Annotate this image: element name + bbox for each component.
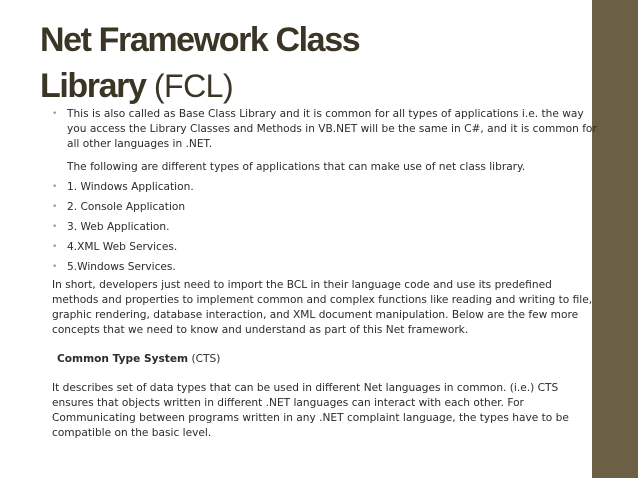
- title-line-1: [40, 20, 580, 66]
- bullet-icon: •: [52, 182, 58, 192]
- decorative-side-bar: [592, 0, 638, 478]
- title-line-2-bold: Library: [40, 67, 146, 105]
- slide-title: [40, 20, 580, 112]
- list-item-application-5: [52, 260, 597, 275]
- list-item-label: 4.XML Web Services.: [67, 241, 178, 253]
- cts-heading-bold: Common Type System: [57, 353, 189, 365]
- intro-following: The following are different types of applications that can make use of net class library.: [67, 161, 526, 173]
- list-item-application-4: [52, 240, 597, 255]
- title-line-1-text: Net Framework Class: [40, 21, 360, 59]
- bullet-icon: •: [52, 109, 58, 119]
- bullet-icon: •: [52, 242, 58, 252]
- list-item-label: 5.Windows Services.: [67, 261, 176, 273]
- summary-paragraph: In short, developers just need to import the BCL in their language code and use its predefined methods and properties to implement common and complex functions like reading and writing to file, graphic rendering, database interaction, and XML document manipulation. Below are the few more concepts that we need to know and understand as part of this Net framework.: [52, 279, 593, 336]
- intro-bullet: [52, 107, 597, 175]
- list-item-label: 1. Windows Application.: [67, 181, 194, 193]
- bullet-icon: •: [52, 262, 58, 272]
- cts-heading-rest: (CTS): [188, 353, 221, 365]
- title-line-2-rest: (FCL): [145, 68, 234, 104]
- list-item-application-2: [52, 200, 597, 215]
- intro-text: This is also called as Base Class Library and it is common for all types of applications i.e. the way you access the Library Classes and Methods in VB.NET will be the same in C#, and it is common for all other languages in .NET.: [67, 108, 597, 150]
- bullet-icon: •: [52, 202, 58, 212]
- list-item-application-1: [52, 180, 597, 195]
- cts-body: It describes set of data types that can be used in different Net languages in common. (i.e.) CTS ensures that objects written in different .NET languages can interact with each other. For Communicating between programs written in any .NET complaint language, the types have to be compatible on the basic level.: [52, 382, 569, 439]
- slide-content: [52, 107, 597, 441]
- title-line-2: [40, 66, 580, 112]
- list-item-label: 2. Console Application: [67, 201, 186, 213]
- cts-heading: [52, 352, 597, 367]
- list-item-label: 3. Web Application.: [67, 221, 170, 233]
- bullet-icon: •: [52, 222, 58, 232]
- list-item-application-3: [52, 220, 597, 235]
